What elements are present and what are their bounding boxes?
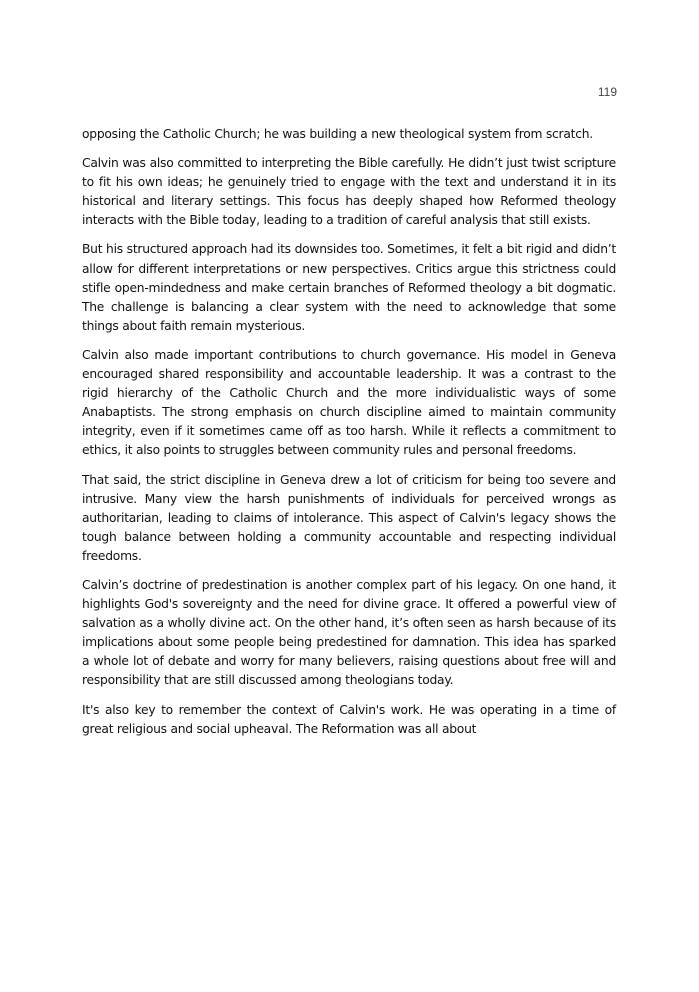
document-body <box>82 125 616 749</box>
paragraph: It's also key to remember the context of Calvin's work. He was operating in a time of great religious and social upheaval. The Reformation was all about <box>82 702 616 736</box>
paragraph: But his structured approach had its downsides too. Sometimes, it felt a bit rigid and didn’t allow for different interpretations or new perspectives. Critics argue this strictness could stifle open-mindedness and make certain branches of Reformed theology a bit dogmatic. The challenge is balancing a clear system with the need to acknowledge that some things about faith remain mysterious. <box>82 242 616 333</box>
paragraph: Calvin’s doctrine of predestination is another complex part of his legacy. On one hand, it highlights God's sovereignty and the need for divine grace. It offered a powerful view of salvation as a wholly divine act. On the other hand, it’s often seen as harsh because of its implications about some people being predestined for damnation. This idea has sparked a whole lot of debate and worry for many believers, raising questions about free will and responsibility that are still discussed among theologians today. <box>82 577 616 688</box>
paragraph: Calvin was also committed to interpreting the Bible carefully. He didn’t just twist scripture to fit his own ideas; he genuinely tried to engage with the text and understand it in its historical and literary settings. This focus has deeply shaped how Reformed theology interacts with the Bible today, leading to a tradition of careful analysis that still exists. <box>82 156 616 228</box>
page-number: 119 <box>597 85 617 99</box>
paragraph: Calvin also made important contributions to church governance. His model in Geneva encouraged shared responsibility and accountable leadership. It was a contrast to the rigid hierarchy of the Catholic Church and the more individualistic ways of some Anabaptists. The strong emphasis on church discipline aimed to maintain community integrity, even if it sometimes came off as too harsh. While it reflects a commitment to ethics, it also points to struggles between community rules and personal freedoms. <box>82 347 616 458</box>
paragraph: opposing the Catholic Church; he was building a new theological system from scratch. <box>82 127 593 141</box>
paragraph: That said, the strict discipline in Geneva drew a lot of criticism for being too severe and intrusive. Many view the harsh punishments of individuals for perceived wrongs as authoritarian, leading to claims of intolerance. This aspect of Calvin's legacy shows the tough balance between holding a community accountable and respecting individual freedoms. <box>82 472 616 563</box>
